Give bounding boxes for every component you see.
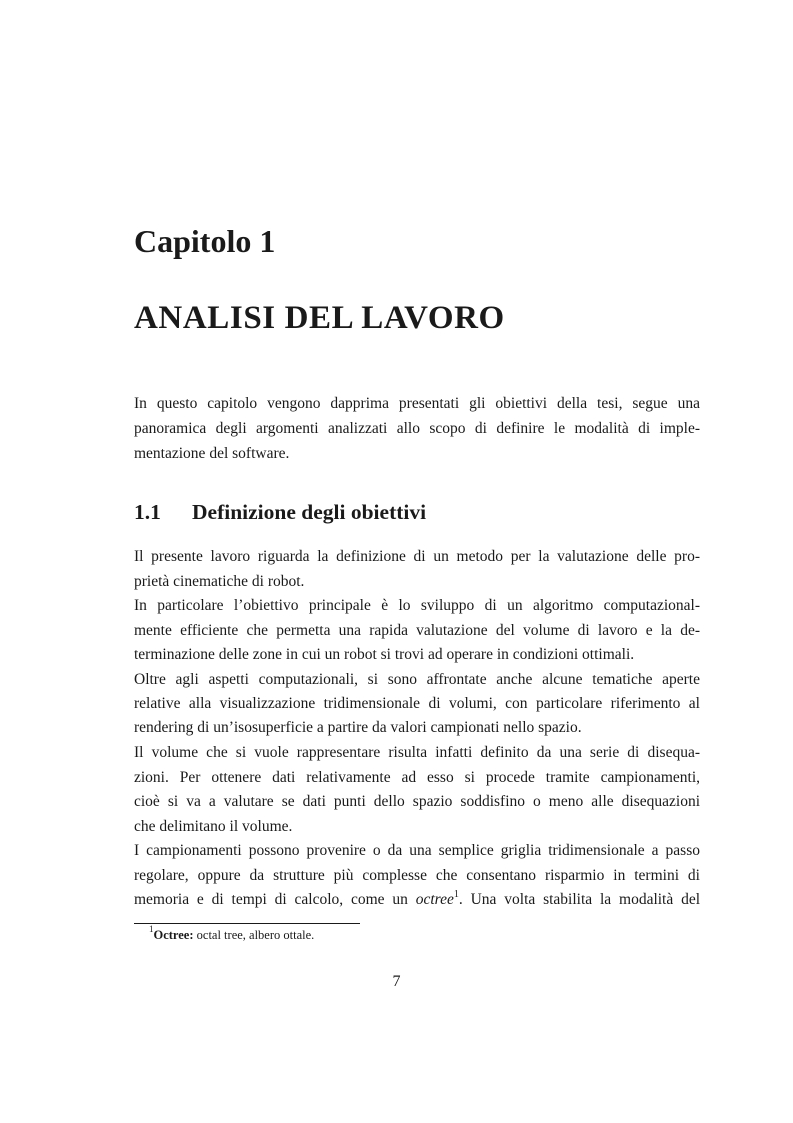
footnote-text: octal tree, albero ottale. [196, 928, 315, 942]
body-line: In particolare l’obiettivo principale è lo sviluppo di un algoritmo computazional- [134, 597, 700, 614]
body-line: prietà cinematiche di robot. [134, 573, 305, 590]
body-line: mente efficiente che permetta una rapida valutazione del volume di lavoro e la de- [134, 622, 700, 639]
section-heading [134, 497, 426, 527]
body-line: relative alla visualizzazione tridimensionale di volumi, con particolare riferimento al [134, 695, 700, 712]
body-line: Il presente lavoro riguarda la definizione di un metodo per la valutazione delle pro- [134, 548, 700, 565]
footnote-rule [134, 923, 360, 924]
body-line: cioè si va a valutare se dati punti dello spazio soddisfino o meno alle disequazioni [134, 793, 700, 810]
section-number: 1.1 [134, 500, 161, 524]
section-title: Definizione degli obiettivi [192, 500, 427, 524]
footnote-reference[interactable]: 1 [453, 888, 459, 900]
body-line: terminazione delle zone in cui un robot si trovi ad operare in condizioni ottimali. [134, 646, 635, 663]
intro-line: panoramica degli argomenti analizzati allo scopo di definire le modalità di imple- [134, 420, 700, 437]
body-line: I campionamenti possono provenire o da una semplice griglia tridimensionale a passo [134, 842, 700, 859]
page-number: 7 [392, 973, 401, 990]
body-line: zioni. Per ottenere dati relativamente ad esso si procede tramite campionamenti, [134, 769, 700, 786]
body-line-text: . Una volta stabilita la modalità del [458, 891, 701, 908]
body-line: rendering di un’isosuperficie a partire da valori campionati nello spazio. [134, 719, 582, 736]
body-line: Il volume che si vuole rappresentare risulta infatti definito da una serie di disequa- [134, 744, 700, 761]
chapter-label: Capitolo 1 [134, 223, 276, 259]
footnote-marker: 1 [149, 923, 154, 934]
intro-line: mentazione del software. [134, 445, 290, 462]
footnote-term: Octree: [153, 928, 194, 942]
chapter-title: ANALISI DEL LAVORO [134, 300, 505, 336]
body-line: Oltre agli aspetti computazionali, si sono affrontate anche alcune tematiche aperte [134, 671, 700, 688]
footnote [149, 923, 315, 944]
body-line-text: memoria e di tempi di calcolo, come un [134, 891, 408, 908]
body-line: che delimitano il volume. [134, 818, 293, 835]
body-line: regolare, oppure da strutture più complesse che consentano risparmio in termini di [134, 867, 700, 884]
octree-term: octree [415, 891, 454, 908]
body-line [134, 888, 700, 912]
intro-line: In questo capitolo vengono dapprima presentati gli obiettivi della tesi, segue una [134, 395, 700, 412]
